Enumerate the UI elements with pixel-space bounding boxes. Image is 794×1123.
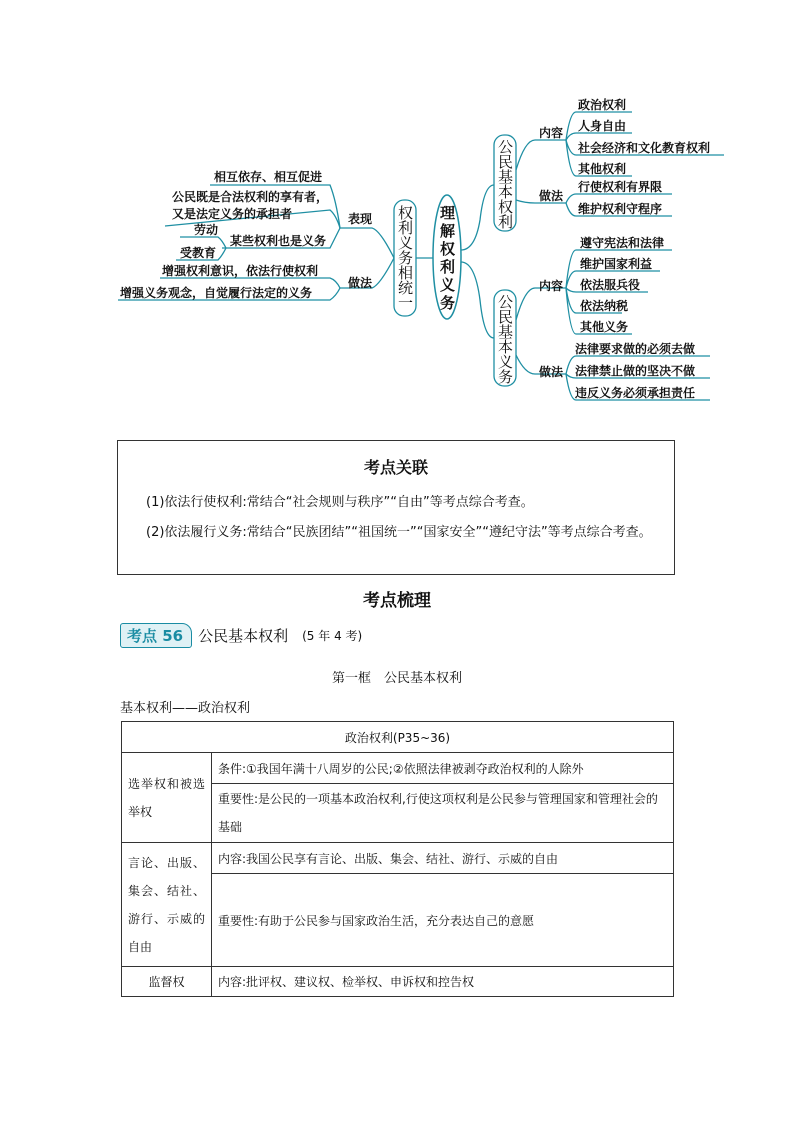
center-char: 利: [440, 258, 456, 276]
center-char: 权: [440, 240, 456, 258]
left-node-label-biaoxian: 表现: [348, 212, 373, 226]
mm-item: 法律要求做的必须去做: [575, 342, 696, 356]
mm-item: 依法服兵役: [580, 278, 641, 292]
table-cell: 重要性:有助于公民参与国家政治生活，充分表达自己的意愿: [212, 874, 674, 967]
mm-item: 社会经济和文化教育权利: [578, 141, 711, 155]
left-branch-char: 权: [398, 204, 414, 222]
left-branch-title: [398, 204, 418, 312]
table-cell: 重要性:是公民的一项基本政治权利,行使这项权利是公民参与管理国家和管理社会的基础: [212, 784, 674, 843]
mm-item: 增强义务观念，自觉履行法定的义务: [120, 286, 313, 300]
mm-item: 其他义务: [580, 320, 629, 334]
kaodian-item: (1)依法行使权利:常结合“社会规则与秩序”“自由”等考点综合考查。: [146, 495, 534, 510]
mm-item: 行使权利有界限: [578, 180, 663, 194]
mm-item: 增强权利意识，依法行使权利: [162, 264, 319, 278]
right-bottom-char: 公: [498, 293, 514, 311]
mm-item: 公民既是合法权利的享有者，: [172, 190, 329, 204]
row-label: 选举权和被选举权: [122, 753, 212, 843]
right-bottom-char: 基: [498, 323, 514, 341]
mm-item: 相互依存、相互促进: [214, 170, 323, 184]
left-node-label-zuofa: 做法: [348, 276, 373, 290]
right-bottom-method-label: 做法: [539, 365, 564, 379]
right-top-char: 民: [498, 153, 514, 171]
connector: [461, 185, 494, 250]
right-top-char: 公: [498, 138, 514, 156]
right-top-char: 权: [498, 198, 514, 216]
right-top-char: 基: [498, 168, 514, 186]
center-char: 理: [440, 204, 456, 222]
mm-item: 又是法定义务的承担者: [172, 207, 293, 221]
right-top-char: 本: [498, 183, 514, 201]
right-top-char: 利: [498, 213, 514, 231]
mm-item: 维护国家利益: [580, 257, 653, 271]
mm-item: 维护权利守程序: [578, 202, 663, 216]
center-char: 务: [440, 294, 456, 312]
kaodian-box: [117, 440, 675, 575]
table-cell: 内容:批评权、建议权、检举权、申诉权和控告权: [212, 967, 674, 997]
mm-item: 违反义务必须承担责任: [575, 386, 696, 400]
kaodian-header: [120, 624, 362, 646]
mm-item: 受教育: [180, 246, 217, 260]
left-branch-char: 一: [398, 294, 414, 312]
right-bottom-char: 义: [498, 353, 514, 371]
kaodian-topic-sub: (5 年 4 考): [302, 628, 363, 643]
right-bottom-content-label: 内容: [539, 279, 564, 293]
rights-table: [121, 721, 674, 997]
mm-item: 法律禁止做的坚决不做: [575, 364, 696, 378]
table-row: [122, 753, 674, 784]
right-top-method-label: 做法: [539, 189, 564, 203]
mm-item: 依法纳税: [580, 299, 629, 313]
mm-item: 遵守宪法和法律: [580, 236, 665, 250]
row-label: 言论、出版、集会、结社、游行、示威的自由: [122, 843, 212, 967]
mm-item: 政治权利: [578, 98, 627, 112]
left-branch-char: 相: [398, 264, 414, 282]
mm-item: 人身自由: [578, 119, 627, 133]
kaodian-badge: 考点 56: [120, 623, 192, 648]
section-title: 考点梳理: [363, 591, 431, 611]
connector: [461, 262, 494, 338]
connector: [340, 228, 394, 258]
center-char: 义: [440, 276, 456, 294]
kaodian-title: 考点关联: [363, 458, 428, 477]
left-branch-char: 务: [398, 249, 414, 267]
table-row: [122, 722, 674, 753]
table-row: [122, 967, 674, 997]
left-branch-char: 统: [398, 279, 414, 297]
center-char: 解: [440, 222, 456, 240]
connector: [566, 133, 632, 140]
mm-item: 其他权利: [578, 162, 627, 176]
table-header: 政治权利(P35~36): [122, 722, 674, 753]
right-top-content-label: 内容: [539, 126, 564, 140]
kaodian-topic-title: 公民基本权利: [198, 626, 289, 645]
kaodian-item: (2)依法履行义务:常结合“民族团结”“祖国统一”“国家安全”“遵纪守法”等考点综合考查。: [146, 525, 652, 540]
row-label: 监督权: [122, 967, 212, 997]
connector: [516, 140, 566, 170]
right-bottom-char: 民: [498, 308, 514, 326]
mindmap: [0, 0, 794, 420]
table-cell: 条件:①我国年满十八周岁的公民;②依照法律被剥夺政治权利的人除外: [212, 753, 674, 784]
right-bottom-char: 务: [498, 368, 514, 386]
right-bottom-char: 本: [498, 338, 514, 356]
left-branch-char: 利: [398, 219, 414, 237]
frame-title: 第一框 公民基本权利: [331, 671, 462, 686]
mm-item: 劳动: [194, 223, 219, 237]
mm-item: 某些权利也是义务: [230, 234, 327, 248]
left-branch-char: 义: [398, 234, 414, 252]
basic-rights-heading: 基本权利——政治权利: [120, 701, 251, 716]
table-row: [122, 843, 674, 874]
table-cell: 内容:我国公民享有言论、出版、集会、结社、游行、示威的自由: [212, 843, 674, 874]
